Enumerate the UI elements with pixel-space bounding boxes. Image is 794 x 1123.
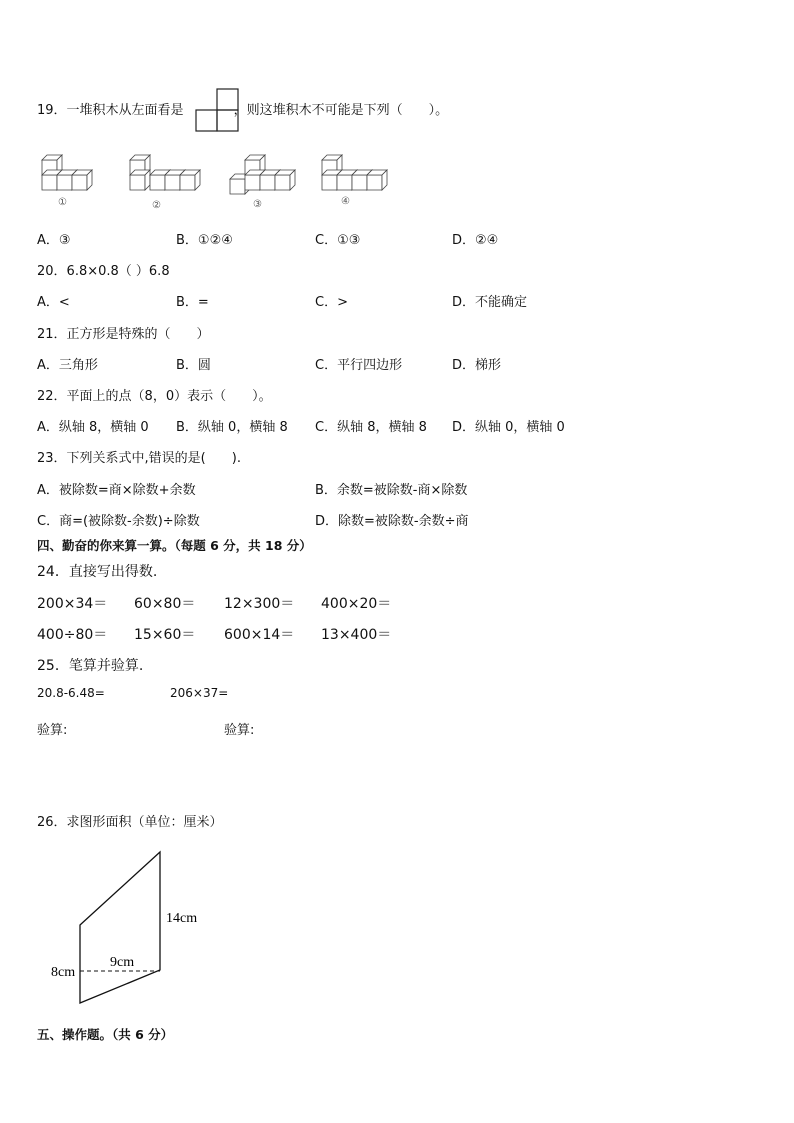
q20-stem: 20．6.8×0.8（ ）6.8 bbox=[37, 264, 170, 279]
q19-option-b[interactable]: B．①②④ bbox=[176, 233, 233, 248]
q21-stem: 21．正方形是特殊的（ ） bbox=[37, 327, 210, 342]
q25-expr-1: 20.8-6.48= bbox=[37, 686, 105, 700]
q19-stem bbox=[37, 99, 448, 118]
q25-check-label-2: 验算: bbox=[224, 723, 255, 738]
q22-option-d[interactable]: D．纵轴 0，横轴 0 bbox=[452, 420, 565, 435]
q23-stem: 23．下列关系式中,错误的是( ). bbox=[37, 451, 241, 466]
figure-label-4: ④ bbox=[341, 196, 350, 207]
q24-row1-item3: 12×300＝ bbox=[224, 596, 295, 612]
block-figure-4 bbox=[322, 155, 387, 207]
trapezoid-shape bbox=[80, 852, 160, 1003]
q20-option-b[interactable]: B．= bbox=[176, 295, 209, 310]
q19-option-d[interactable]: D．②④ bbox=[452, 233, 499, 248]
q23-option-a[interactable]: A．被除数=商×除数+余数 bbox=[37, 483, 196, 498]
q23-option-c[interactable]: C．商=(被除数-余数)÷除数 bbox=[37, 514, 200, 529]
q26-trapezoid-figure bbox=[45, 845, 220, 1010]
block-figure-1 bbox=[42, 155, 92, 208]
q25-stem: 25．笔算并验算. bbox=[37, 658, 144, 674]
dim-left-label: 8cm bbox=[51, 965, 76, 980]
q19-option-a[interactable]: A．③ bbox=[37, 233, 71, 248]
q19-stem-pre: ．一堆积木从左面看是 bbox=[53, 103, 184, 118]
q21-option-d[interactable]: D．梯形 bbox=[452, 358, 502, 373]
q19-block-figures bbox=[38, 150, 398, 216]
figure-label-3: ③ bbox=[253, 199, 262, 210]
q20-option-c[interactable]: C．> bbox=[315, 295, 348, 310]
q24-row1-item4: 400×20＝ bbox=[321, 596, 392, 612]
q25-check-label-1: 验算: bbox=[37, 723, 68, 738]
q19-number: 19 bbox=[37, 103, 54, 118]
section-5-title: 五、操作题。（共 6 分） bbox=[37, 1027, 174, 1042]
q22-option-a[interactable]: A．纵轴 8，横轴 0 bbox=[37, 420, 149, 435]
q21-option-a[interactable]: A．三角形 bbox=[37, 358, 98, 373]
figure-label-2: ② bbox=[152, 200, 161, 211]
q19-left-view-figure bbox=[194, 88, 240, 132]
q23-option-d[interactable]: D．除数=被除数-余数÷商 bbox=[315, 514, 469, 529]
dim-base-label: 9cm bbox=[110, 955, 135, 970]
block-figure-3 bbox=[230, 155, 295, 210]
q24-row1-item2: 60×80＝ bbox=[134, 596, 196, 612]
block-figure-2 bbox=[130, 155, 200, 211]
q21-option-c[interactable]: C．平行四边形 bbox=[315, 358, 403, 373]
dim-right-label: 14cm bbox=[166, 911, 198, 926]
section-4-title: 四、勤奋的你来算一算。（每题 6 分，共 18 分） bbox=[37, 538, 312, 553]
q21-option-b[interactable]: B．圆 bbox=[176, 358, 211, 373]
q19-stem-post: ，则这堆积木不可能是下列（ ）。 bbox=[233, 103, 449, 118]
q20-option-d[interactable]: D．不能确定 bbox=[452, 295, 528, 310]
q24-row2-item3: 600×14＝ bbox=[224, 627, 295, 643]
q24-stem: 24．直接写出得数. bbox=[37, 564, 158, 580]
q26-stem: 26．求图形面积（单位：厘米） bbox=[37, 815, 223, 830]
q23-option-b[interactable]: B．余数=被除数-商×除数 bbox=[315, 483, 468, 498]
q24-row2-item2: 15×60＝ bbox=[134, 627, 196, 643]
q22-option-b[interactable]: B．纵轴 0，横轴 8 bbox=[176, 420, 288, 435]
q22-option-c[interactable]: C．纵轴 8，横轴 8 bbox=[315, 420, 427, 435]
q25-expr-2: 206×37= bbox=[170, 686, 229, 700]
q24-row1-item1: 200×34＝ bbox=[37, 596, 108, 612]
q20-option-a[interactable]: A．< bbox=[37, 295, 70, 310]
q22-stem: 22．平面上的点（8，0）表示（ ）。 bbox=[37, 389, 272, 404]
figure-label-1: ① bbox=[58, 197, 67, 208]
q24-row2-item1: 400÷80＝ bbox=[37, 627, 108, 643]
q19-option-c[interactable]: C．①③ bbox=[315, 233, 361, 248]
q24-row2-item4: 13×400＝ bbox=[321, 627, 392, 643]
